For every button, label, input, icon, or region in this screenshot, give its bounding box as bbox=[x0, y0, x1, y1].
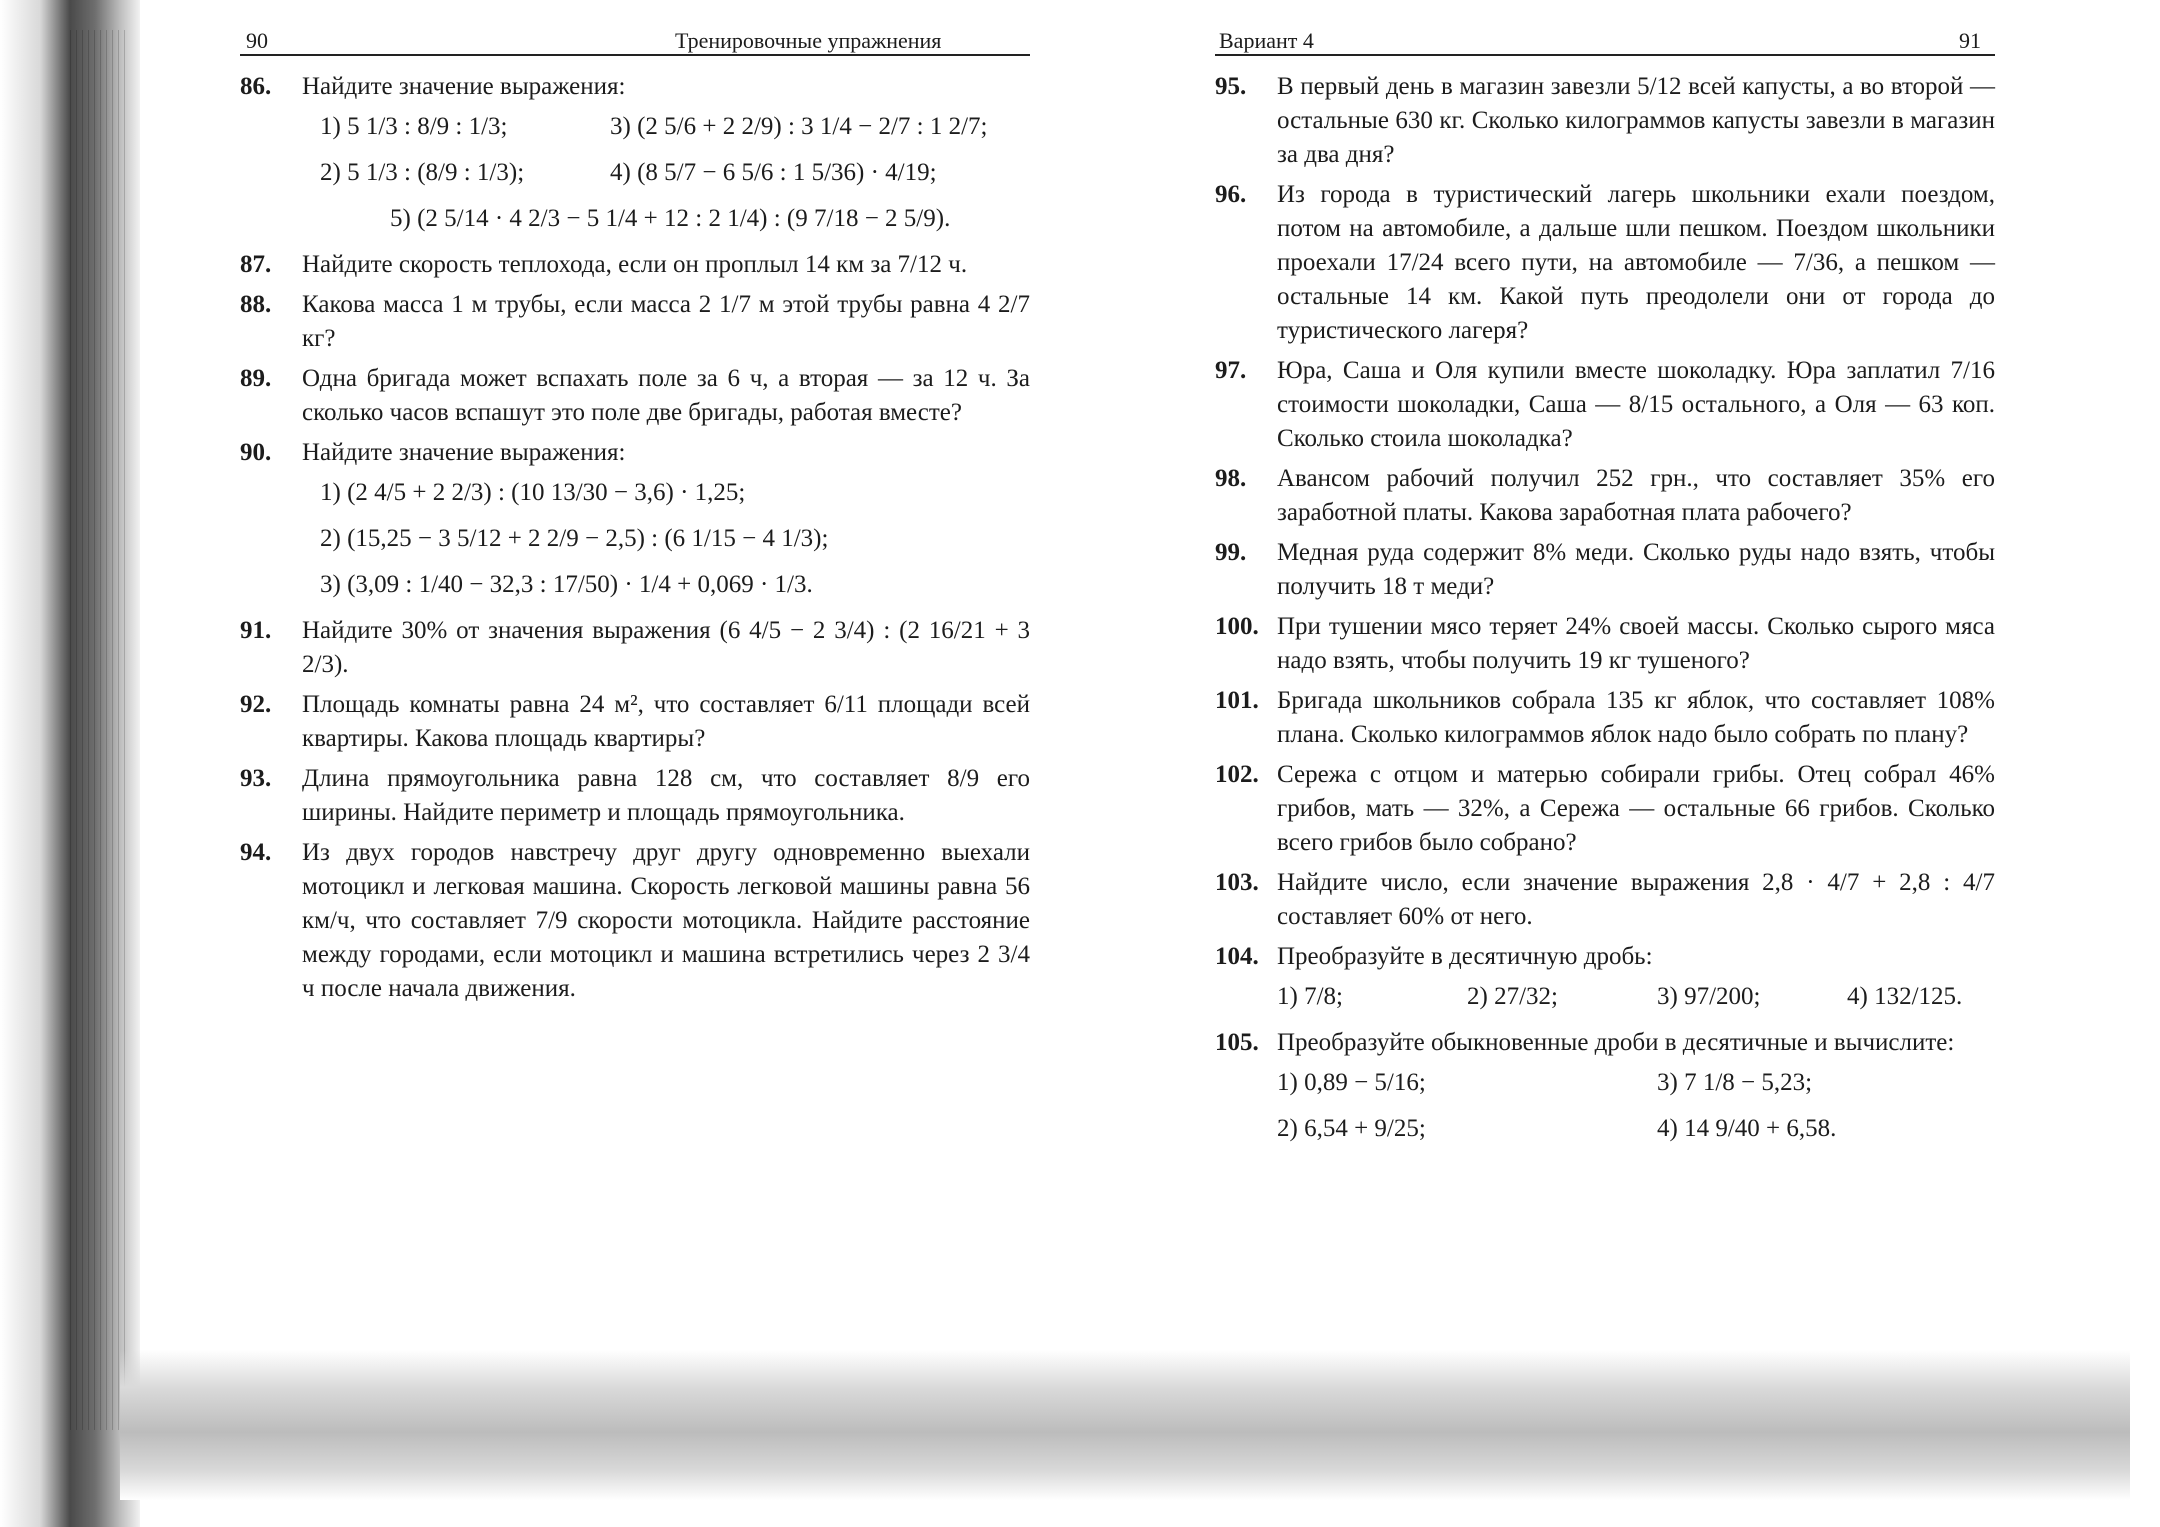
problem-88 bbox=[240, 288, 1030, 356]
problem-text: Преобразуйте обыкновенные дроби в десятичные и вычислите: bbox=[1277, 1029, 1955, 1056]
expression-item: 1) (2 4/5 + 2 2/3) : (10 13/30 − 3,6) · 1,25; bbox=[320, 479, 746, 506]
problem-96 bbox=[1215, 178, 1995, 348]
problem-number: 94. bbox=[240, 839, 272, 866]
right-page-header bbox=[1215, 20, 1995, 56]
problem-number: 101. bbox=[1215, 687, 1259, 714]
problem-number: 91. bbox=[240, 617, 272, 644]
expression-item: 1) 5 1/3 : 8/9 : 1/3; bbox=[320, 113, 508, 140]
problem-text: Из города в туристический лагерь школьники ехали поездом, потом на автомобиле, а дальше шли пешком. Поездом школьники проехали 17/24 всего пути, на автомобиле — 7/36, а пешком — остальные 14 км. Какой путь преодолели они от города до туристического лагеря? bbox=[1277, 181, 1995, 344]
problem-91 bbox=[240, 614, 1030, 682]
problem-92 bbox=[240, 688, 1030, 756]
scan-bottom-shadow bbox=[120, 1350, 2130, 1500]
right-page-number: 91 bbox=[1959, 28, 1981, 53]
problem-number: 95. bbox=[1215, 73, 1247, 100]
problem-number: 92. bbox=[240, 691, 272, 718]
expression-list bbox=[302, 470, 1030, 608]
problem-text: Из двух городов навстречу друг другу одновременно выехали мотоцикл и легковая машина. Скорость легковой машины равна 56 км/ч, что составляет 7/9 скорости мотоцикла. Найдите расстояние между городами, если мотоцикл и машина встретились через 2 3/4 ч после начала движения. bbox=[302, 839, 1030, 1002]
fraction-item: 4) 132/125. bbox=[1847, 983, 1963, 1010]
problem-number: 103. bbox=[1215, 869, 1259, 896]
problem-text: Найдите скорость теплохода, если он проплыл 14 км за 7/12 ч. bbox=[302, 251, 968, 278]
problem-number: 105. bbox=[1215, 1029, 1259, 1056]
problem-number: 96. bbox=[1215, 181, 1247, 208]
fraction-item: 3) 97/200; bbox=[1657, 983, 1761, 1010]
expression-list bbox=[302, 104, 1030, 242]
left-page-header bbox=[240, 20, 1030, 56]
problem-number: 97. bbox=[1215, 357, 1247, 384]
problem-104 bbox=[1215, 940, 1995, 1020]
problem-number: 88. bbox=[240, 291, 272, 318]
expression-item: 4) (8 5/7 − 6 5/6 : 1 5/36) · 4/19; bbox=[610, 159, 937, 186]
expression-item: 3) (3,09 : 1/40 − 32,3 : 17/50) · 1/4 + 0,069 · 1/3. bbox=[320, 571, 813, 598]
left-page-number: 90 bbox=[246, 28, 268, 53]
problem-105 bbox=[1215, 1026, 1995, 1152]
problem-text: Одна бригада может вспахать поле за 6 ч, а вторая — за 12 ч. За сколько часов вспашут это поле две бригады, работая вместе? bbox=[302, 365, 1030, 426]
problem-text: Найдите значение выражения: bbox=[302, 439, 626, 466]
problem-98 bbox=[1215, 462, 1995, 530]
problem-text: Найдите 30% от значения выражения (6 4/5 − 2 3/4) : (2 16/21 + 3 2/3). bbox=[302, 617, 1030, 678]
problem-number: 87. bbox=[240, 251, 272, 278]
problem-number: 100. bbox=[1215, 613, 1259, 640]
problem-number: 86. bbox=[240, 73, 272, 100]
problem-100 bbox=[1215, 610, 1995, 678]
left-page bbox=[240, 20, 1030, 1012]
problem-text: При тушении мясо теряет 24% своей массы. Сколько сырого мяса надо взять, чтобы получить 19 кг тушеного? bbox=[1277, 613, 1995, 674]
left-running-title: Тренировочные упражнения bbox=[675, 28, 942, 53]
problem-text: Длина прямоугольника равна 128 см, что составляет 8/9 его ширины. Найдите периметр и площадь прямоугольника. bbox=[302, 765, 1030, 826]
problem-number: 90. bbox=[240, 439, 272, 466]
problem-text: Найдите число, если значение выражения 2,8 · 4/7 + 2,8 : 4/7 составляет 60% от него. bbox=[1277, 869, 1995, 930]
problem-text: Бригада школьников собрала 135 кг яблок, что составляет 108% плана. Сколько килограммов яблок надо было собрать по плану? bbox=[1277, 687, 1995, 748]
problem-94 bbox=[240, 836, 1030, 1006]
problem-87 bbox=[240, 248, 1030, 282]
problem-95 bbox=[1215, 70, 1995, 172]
problem-text: Какова масса 1 м трубы, если масса 2 1/7 м этой трубы равна 4 2/7 кг? bbox=[302, 291, 1030, 352]
problem-number: 89. bbox=[240, 365, 272, 392]
problem-text: Юра, Саша и Оля купили вместе шоколадку. Юра заплатил 7/16 стоимости шоколадки, Саша — 8/15 остального, а Оля — 63 коп. Сколько стоила шоколадка? bbox=[1277, 357, 1995, 452]
problem-text: Найдите значение выражения: bbox=[302, 73, 626, 100]
expression-row bbox=[1277, 1060, 2037, 1106]
problem-text: В первый день в магазин завезли 5/12 всей капусты, а во второй — остальные 630 кг. Сколько килограммов капусты завезли в магазин за два дня? bbox=[1277, 73, 1995, 168]
problem-93 bbox=[240, 762, 1030, 830]
expression-item: 2) 6,54 + 9/25; bbox=[1277, 1115, 1426, 1142]
problem-102 bbox=[1215, 758, 1995, 860]
fraction-item: 2) 27/32; bbox=[1467, 983, 1558, 1010]
expression-row bbox=[1277, 1106, 2037, 1152]
fraction-list bbox=[1277, 974, 2037, 1020]
problem-text: Сережа с отцом и матерью собирали грибы. Отец собрал 46% грибов, мать — 32%, а Сережа — остальные 66 грибов. Сколько всего грибов было собрано? bbox=[1277, 761, 1995, 856]
book-spine-shadow bbox=[0, 0, 140, 1527]
problem-number: 102. bbox=[1215, 761, 1259, 788]
problem-101 bbox=[1215, 684, 1995, 752]
page-edges bbox=[70, 30, 130, 1430]
expression-item: 1) 0,89 − 5/16; bbox=[1277, 1069, 1426, 1096]
expression-item: 5) (2 5/14 · 4 2/3 − 5 1/4 + 12 : 2 1/4) : (9 7/18 − 2 5/9). bbox=[390, 205, 951, 232]
expression-item: 3) 7 1/8 − 5,23; bbox=[1657, 1069, 1813, 1096]
problem-97 bbox=[1215, 354, 1995, 456]
problem-89 bbox=[240, 362, 1030, 430]
problem-90 bbox=[240, 436, 1030, 608]
problem-number: 99. bbox=[1215, 539, 1247, 566]
problem-99 bbox=[1215, 536, 1995, 604]
problem-text: Площадь комнаты равна 24 м², что составляет 6/11 площади всей квартиры. Какова площадь квартиры? bbox=[302, 691, 1030, 752]
problem-number: 98. bbox=[1215, 465, 1247, 492]
fraction-item: 1) 7/8; bbox=[1277, 983, 1343, 1010]
expression-item: 2) (15,25 − 3 5/12 + 2 2/9 − 2,5) : (6 1/15 − 4 1/3); bbox=[320, 525, 829, 552]
expression-item: 4) 14 9/40 + 6,58. bbox=[1657, 1115, 1837, 1142]
problem-number: 104. bbox=[1215, 943, 1259, 970]
right-page bbox=[1215, 20, 1995, 1158]
problem-text: Преобразуйте в десятичную дробь: bbox=[1277, 943, 1653, 970]
problem-text: Медная руда содержит 8% меди. Сколько руды надо взять, чтобы получить 18 т меди? bbox=[1277, 539, 1995, 600]
right-running-title: Вариант 4 bbox=[1219, 28, 1314, 53]
problem-text: Авансом рабочий получил 252 грн., что составляет 35% его заработной платы. Какова заработная плата рабочего? bbox=[1277, 465, 1995, 526]
expression-item: 2) 5 1/3 : (8/9 : 1/3); bbox=[320, 159, 525, 186]
problem-number: 93. bbox=[240, 765, 272, 792]
problem-103 bbox=[1215, 866, 1995, 934]
problem-86 bbox=[240, 70, 1030, 242]
expression-item: 3) (2 5/6 + 2 2/9) : 3 1/4 − 2/7 : 1 2/7; bbox=[610, 113, 988, 140]
